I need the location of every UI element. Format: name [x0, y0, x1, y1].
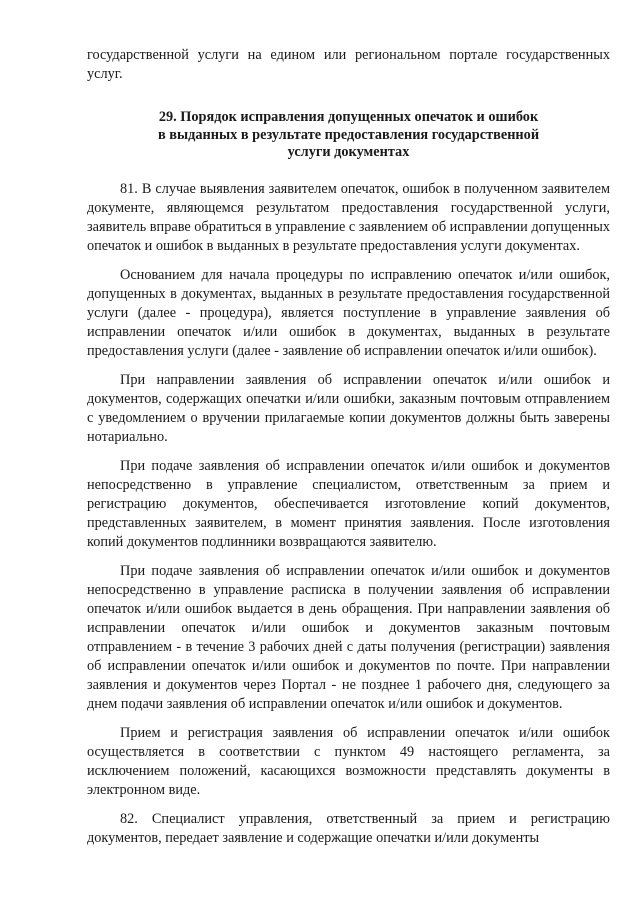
body-paragraph: При подаче заявления об исправлении опечаток и/или ошибок и документов непосредственно в управление расписка в получении заявления об исправлении опечаток и/или ошибок выдается в день обращения. При направлении заявления об исправлении опечаток и/или ошибок и документов заказным почтовым отправлением - в течение 3 рабочих дней с даты получения (регистрации) заявления об исправлении опечаток и/или ошибок и документов по почте. При направлении заявления и документов через Портал - не позднее 1 рабочего дня, следующего за днем подачи заявления об исправлении опечаток и/или ошибок и документов.	[87, 562, 610, 712]
heading-line: в выданных в результате предоставления государственной	[157, 126, 540, 143]
body-paragraph: При направлении заявления об исправлении опечаток и/или ошибок и документов, содержащих опечатки и/или ошибки, заказным почтовым отправлением с уведомлением о вручении прилагаемые копии документов должны быть заверены нотариально.	[87, 371, 610, 445]
body-paragraph: Основанием для начала процедуры по исправлению опечаток и/или ошибок, допущенных в документах, выданных в результате предоставления государственной услуги (далее - процедура), является поступление в управление заявления об исправлении опечаток и/или ошибок в документах, выданных в результате предоставления услуги (далее - заявление об исправлении опечаток и/или ошибок).	[87, 266, 610, 359]
body-paragraph: 82. Специалист управления, ответственный за прием и регистрацию документов, передает заявление и содержащие опечатки и/или документы	[87, 810, 610, 846]
section-heading	[87, 109, 610, 162]
lead-paragraph: государственной услуги на едином или региональном портале государственных услуг.	[87, 47, 610, 82]
body-paragraph: При подаче заявления об исправлении опечаток и/или ошибок и документов непосредственно в управление специалистом, ответственным за прием и регистрацию документов, обеспечивается изготовление копий документов, представленных заявителем, в момент принятия заявления. После изготовления копий документов подлинники возвращаются заявителю.	[87, 457, 610, 550]
heading-line: 29. Порядок исправления допущенных опечаток и ошибок	[158, 109, 539, 125]
body-paragraph: Прием и регистрация заявления об исправлении опечаток и/или ошибок осуществляется в соответствии с пунктом 49 настоящего регламента, за исключением положений, касающихся возможности представлять документы в электронном виде.	[87, 724, 610, 798]
body-paragraph: 81. В случае выявления заявителем опечаток, ошибок в полученном заявителем документе, являющемся результатом предоставления государственной услуги, заявитель вправе обратиться в управление с заявлением об исправлении допущенных опечаток и ошибок в выданных в результате предоставления услуги документах.	[87, 180, 611, 254]
heading-line: услуги документах	[287, 144, 410, 160]
